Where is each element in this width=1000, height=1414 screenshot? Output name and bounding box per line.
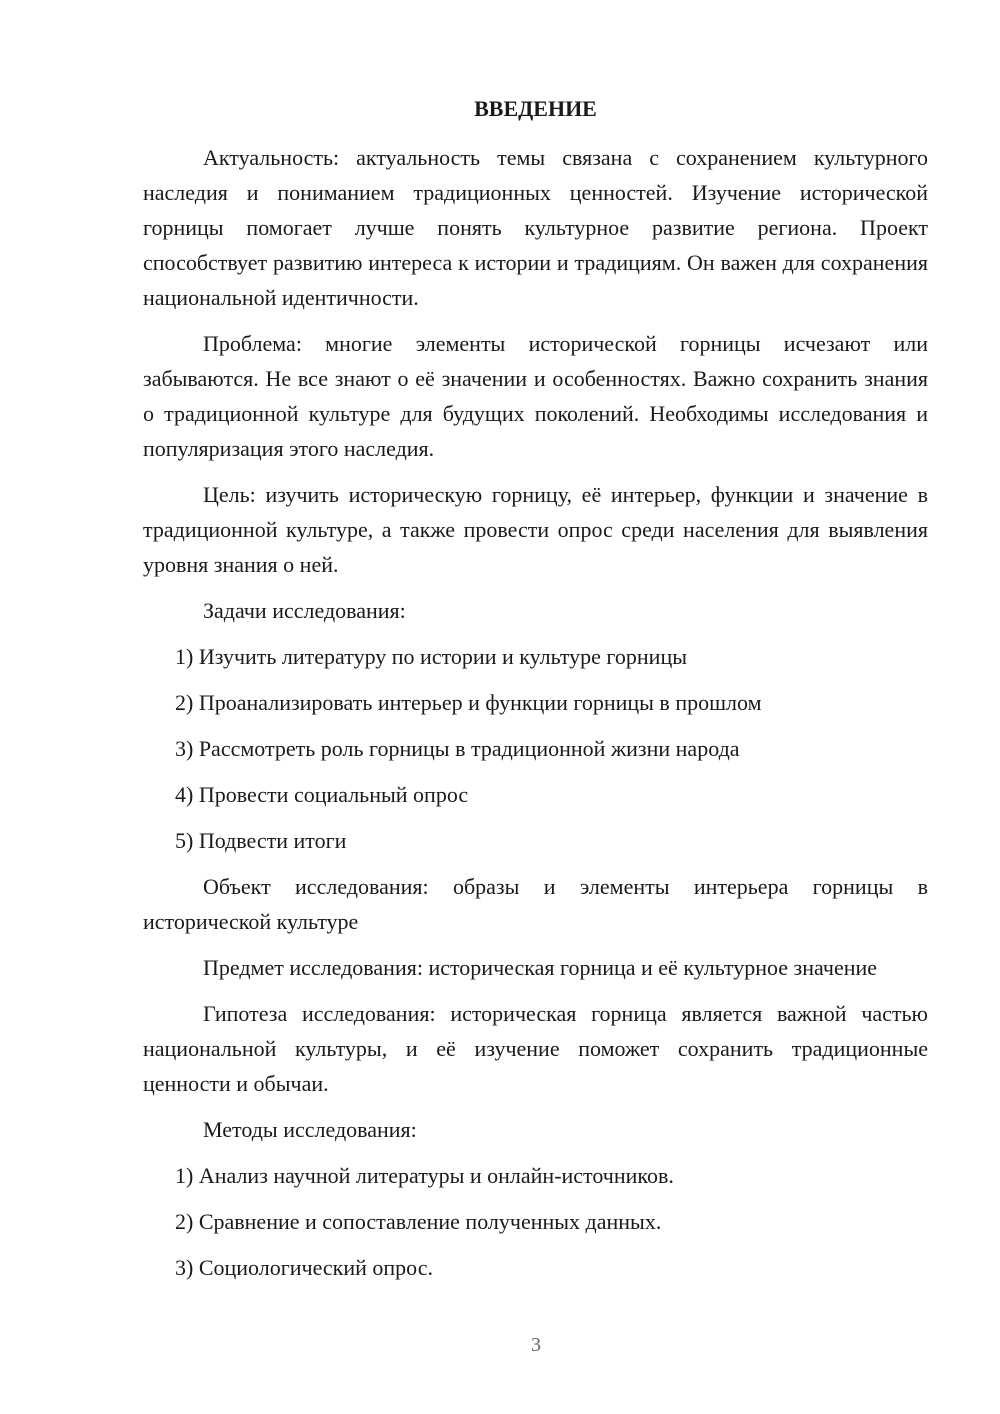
hypothesis-paragraph: Гипотеза исследования: историческая горница является важной частью национальной культуры, и её изучение поможет сохранить традиционные ценности и обычаи. [143, 1001, 928, 1096]
list-item: 4) Провести социальный опрос [175, 782, 469, 807]
problem-paragraph: Проблема: многие элементы исторической горницы исчезают или забываются. Не все знают о её значении и особенностях. Важно сохранить знания о традиционной культуре для будущих поколений. Необходимы исследования и популяризация этого наследия. [143, 331, 928, 461]
list-item: 3) Социологический опрос. [175, 1255, 433, 1280]
methods-heading: Методы исследования: [203, 1117, 417, 1142]
goal-paragraph: Цель: изучить историческую горницу, её интерьер, функции и значение в традиционной культуре, а также провести опрос среди населения для выявления уровня знания о ней. [143, 482, 928, 577]
list-item: 2) Сравнение и сопоставление полученных данных. [175, 1209, 662, 1234]
subject-paragraph: Предмет исследования: историческая горница и её культурное значение [203, 955, 878, 980]
methods-list [143, 1158, 928, 1285]
list-item: 3) Рассмотреть роль горницы в традиционной жизни народа [175, 736, 740, 761]
page-number: 3 [531, 1334, 541, 1356]
list-item: 2) Проанализировать интерьер и функции горницы в прошлом [175, 690, 762, 715]
page-title: ВВЕДЕНИЕ [474, 96, 597, 121]
tasks-heading: Задачи исследования: [203, 598, 406, 623]
relevance-paragraph: Актуальность: актуальность темы связана с сохранением культурного наследия и пониманием традиционных ценностей. Изучение исторической горницы помогает лучше понять культурное развитие региона. Проект способствует развитию интереса к истории и традициям. Он важен для сохранения национальной идентичности. [143, 145, 928, 310]
list-item: 1) Изучить литературу по истории и культуре горницы [175, 644, 687, 669]
list-item: 5) Подвести итоги [175, 828, 347, 853]
document-page [143, 92, 928, 1296]
tasks-list [143, 639, 928, 858]
list-item: 1) Анализ научной литературы и онлайн-источников. [175, 1163, 674, 1188]
object-paragraph: Объект исследования: образы и элементы интерьера горницы в исторической культуре [143, 874, 928, 934]
